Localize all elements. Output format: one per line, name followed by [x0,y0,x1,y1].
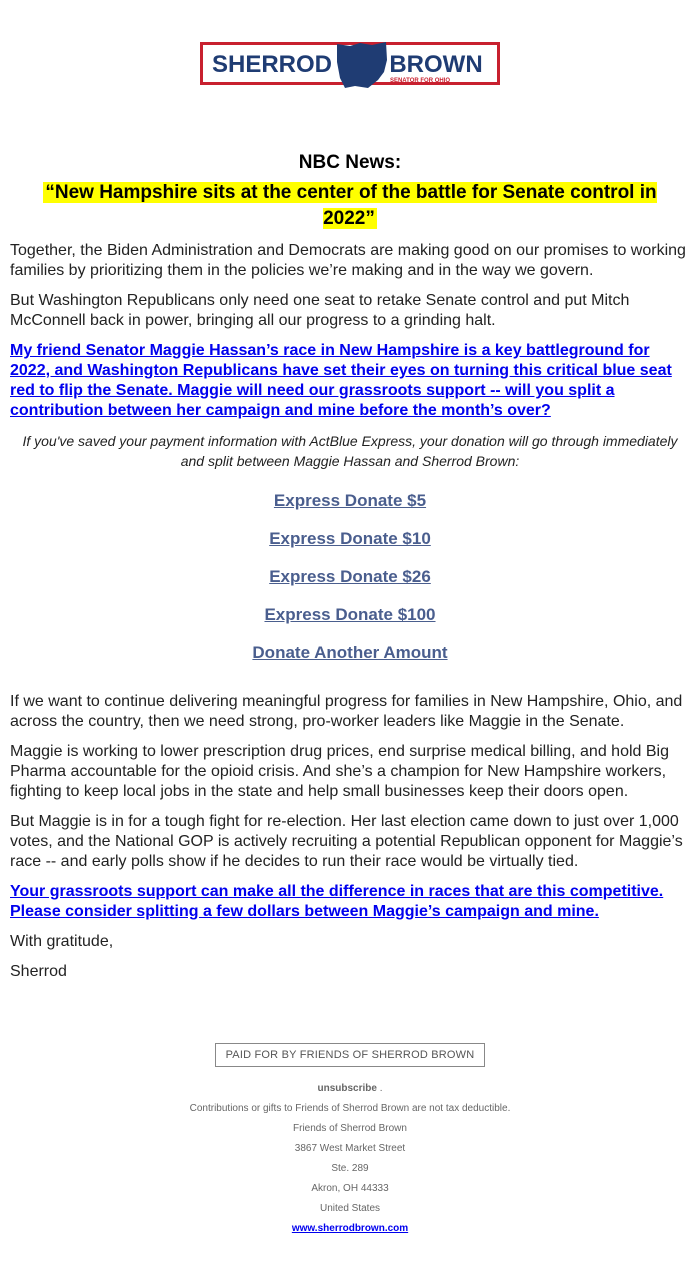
headline-quote: “New Hampshire sits at the center of the battle for Senate control in 2022” [45,182,657,229]
closing: With gratitude, [10,933,114,950]
donate-buttons [10,490,690,664]
actblue-express-note: If you've saved your payment information with ActBlue Express, your donation will go through immediately and split between Maggie Hassan and Sherrod Brown: [22,433,678,469]
paragraph-4: Maggie is working to lower prescription drug prices, end surprise medical billing, and hold Big Pharma accountable for the opioid crisis. And she’s a champion for New Hampshire workers, fighting to keep local jobs in the state and help small businesses keep their doors open. [10,743,669,800]
tax-disclaimer: Contributions or gifts to Friends of Sherrod Brown are not tax deductible. [189,1103,511,1114]
headline-quote-wrap [0,176,700,232]
hassan-race-link[interactable]: My friend Senator Maggie Hassan’s race in New Hampshire is a key battleground for 2022, and Washington Republicans have set their eyes on turning this critical blue seat red to flip the Senate. Maggie will need our grassroots support -- will you split a contribution between her campaign and mine before the month’s over? [10,342,672,419]
donate-another-amount-button[interactable]: Donate Another Amount [252,643,448,662]
footer-city: Akron, OH 44333 [311,1183,389,1194]
express-donate-26-button[interactable]: Express Donate $26 [269,567,431,586]
express-donate-100-button[interactable]: Express Donate $100 [264,605,436,624]
footer-org: Friends of Sherrod Brown [293,1123,407,1134]
sherrod-brown-logo [200,42,500,88]
headline-source: NBC News: [298,152,402,173]
paragraph-1: Together, the Biden Administration and Democrats are making good on our promises to working families by prioritizing them in the policies we’re making and in the way we govern. [10,242,686,279]
logo-subtitle: SENATOR FOR OHIO [389,78,451,84]
paragraph-3: If we want to continue delivering meaningful progress for families in New Hampshire, Ohio, and across the country, then we need strong, pro-worker leaders like Maggie in the Senate. [10,693,683,730]
headline [0,150,700,232]
express-donate-5-button[interactable]: Express Donate $5 [273,491,427,510]
grassroots-support-link[interactable]: Your grassroots support can make all the difference in races that are this competitive. Please consider splitting a few dollars between Maggie’s campaign and mine. [10,883,664,920]
website-link[interactable]: www.sherrodbrown.com [291,1223,409,1234]
footer [0,1043,700,1239]
unsubscribe-suffix: . [376,1083,383,1094]
unsubscribe-line [0,1079,700,1099]
express-donate-10-button[interactable]: Express Donate $10 [269,529,431,548]
paragraph-2: But Washington Republicans only need one seat to retake Senate control and put Mitch McConnell back in power, bringing all our progress to a grinding halt. [10,292,630,329]
logo-name-right: BROWN [389,51,483,78]
footer-country: United States [319,1203,381,1214]
paid-for-disclaimer: PAID FOR BY FRIENDS OF SHERROD BROWN [215,1043,486,1067]
footer-street: 3867 West Market Street [294,1143,406,1154]
signature: Sherrod [10,963,67,980]
paragraph-5: But Maggie is in for a tough fight for re-election. Her last election came down to just over 1,000 votes, and the National GOP is actively recruiting a potential Republican opponent for Maggie’s race -- and early polls show if he decides to run their race would be virtually tied. [10,813,683,870]
logo-name-left: SHERROD [211,51,333,78]
email-body [10,241,690,992]
footer-suite: Ste. 289 [331,1163,369,1174]
unsubscribe-link[interactable]: unsubscribe [317,1083,377,1094]
